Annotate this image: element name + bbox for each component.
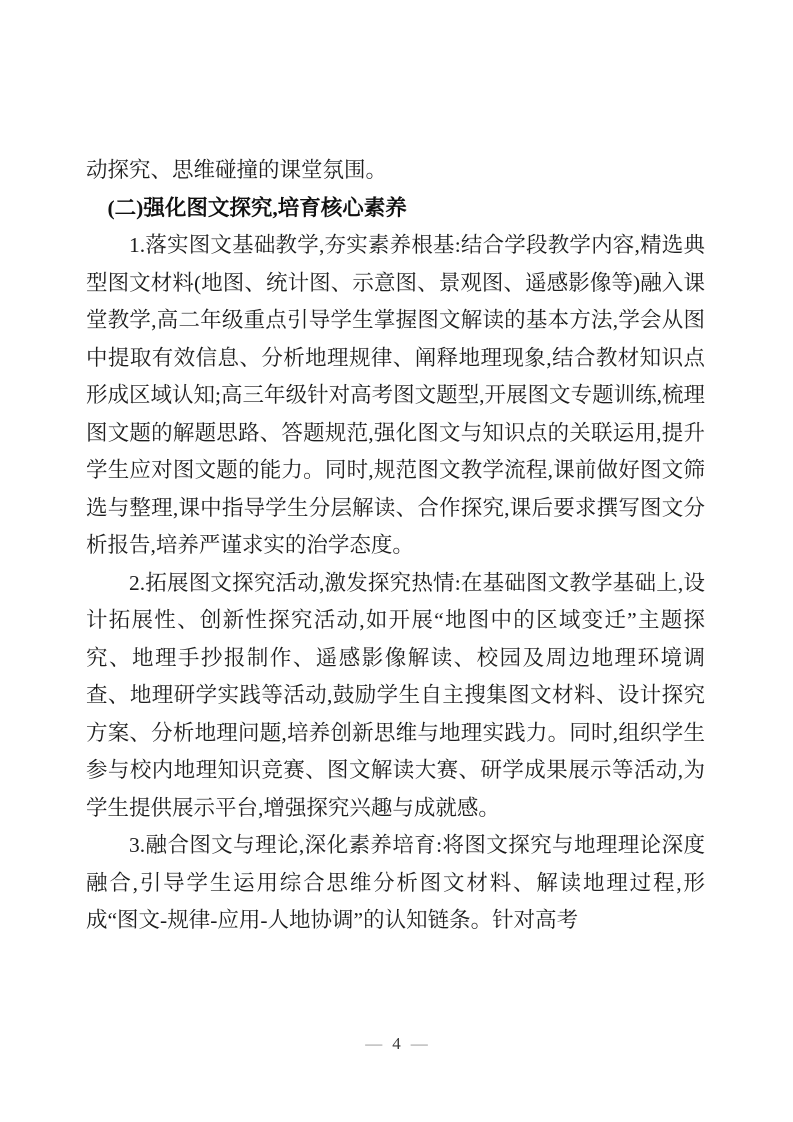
footer-dash-left: —	[365, 1034, 383, 1053]
footer-dash-right: —	[410, 1034, 428, 1053]
section-heading: (二)强化图文探究,培育核心素养	[107, 195, 407, 220]
paragraph-item-2: 2.拓展图文探究活动,激发探究热情:在基础图文教学基础上,设计拓展性、创新性探究活动,如开展“地图中的区域变迁”主题探究、地理手抄报制作、遥感影像解读、校园及周边地理环境调查、地理研学实践等活动,鼓励学生自主搜集图文材料、设计探究方案、分析地理问题,培养创新思维与地理实践力。同时,组织学生参与校内地理知识竞赛、图文解读大赛、研学成果展示等活动,为学生提供展示平台,增强探究兴趣与成就感。	[86, 570, 705, 820]
paragraph-item-3: 3.融合图文与理论,深化素养培育:将图文探究与地理理论深度融合,引导学生运用综合思维分析图文材料、解读地理过程,形成“图文-规律-应用-人地协调”的认知链条。针对高考	[86, 833, 705, 932]
paragraph-continuation: 动探究、思维碰撞的课堂氛围。	[86, 158, 388, 182]
page-body-text	[86, 152, 705, 940]
page-footer	[0, 1032, 793, 1056]
page-number: 4	[392, 1034, 401, 1053]
paragraph-item-1: 1.落实图文基础教学,夯实素养根基:结合学段教学内容,精选典型图文材料(地图、统计图、示意图、景观图、遥感影像等)融入课堂教学,高二年级重点引导学生掌握图文解读的基本方法,学会从图中提取有效信息、分析地理规律、阐释地理现象,结合教材知识点形成区域认知;高三年级针对高考图文题型,开展图文专题训练,梳理图文题的解题思路、答题规范,强化图文与知识点的关联运用,提升学生应对图文题的能力。同时,规范图文教学流程,课前做好图文筛选与整理,课中指导学生分层解读、合作探究,课后要求撰写图文分析报告,培养严谨求实的治学态度。	[86, 233, 705, 557]
